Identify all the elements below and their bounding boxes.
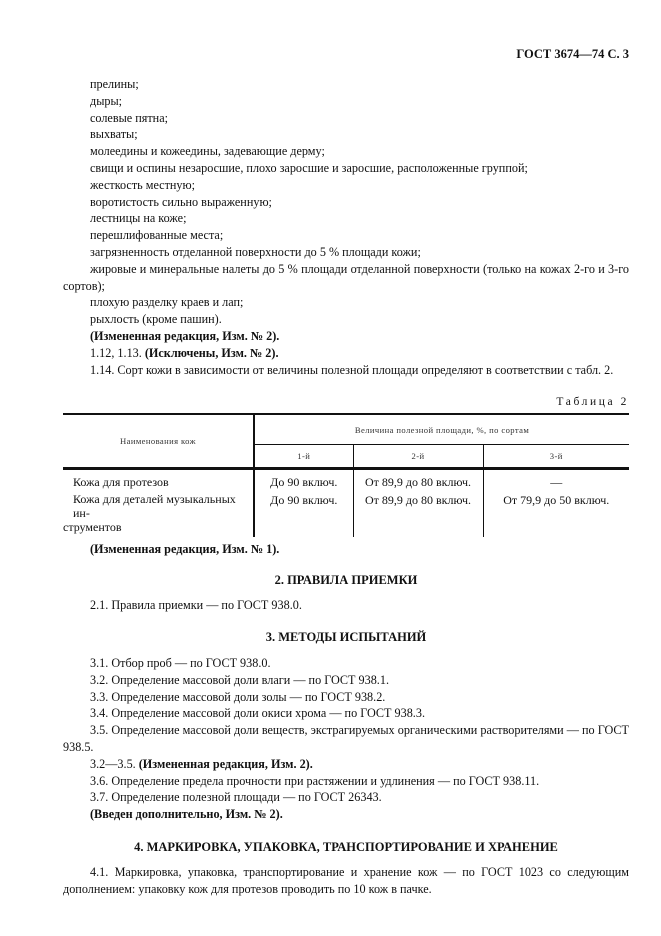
list-item: жировые и минеральные налеты до 5 % площади отделанной поверхности (только на кожах 2-го и 3-го сортов); [63, 261, 629, 293]
defects-list [63, 76, 629, 328]
table-cell: До 90 включ. [254, 490, 353, 537]
clause-3-4: 3.4. Определение массовой доли окиси хрома — по ГОСТ 938.3. [90, 706, 425, 721]
list-item: лестницы на коже; [90, 211, 187, 226]
amendment-3-2 [63, 756, 629, 773]
clause-2-1: 2.1. Правила приемки — по ГОСТ 938.0. [90, 598, 302, 613]
list-item: солевые пятна; [90, 110, 169, 125]
clause-3-6: 3.6. Определение предела прочности при растяжении и удлинения — по ГОСТ 938.11. [90, 773, 540, 788]
table-cell-name [63, 468, 254, 490]
table-cell: От 89,9 до 80 включ. [353, 468, 483, 490]
clause-3-2: 3.2. Определение массовой доли влаги — по ГОСТ 938.1. [90, 672, 389, 687]
section-title-3: 3. МЕТОДЫ ИСПЫТАНИЙ [265, 630, 427, 645]
amendment-note: (Измененная редакция, Изм. № 1). [90, 541, 280, 556]
table-cell: От 79,9 до 50 включ. [503, 492, 610, 507]
table-2 [63, 413, 629, 537]
list-item: перешлифованные места; [90, 228, 224, 243]
row-label-line-1: Кожа для деталей музыкальных ин- [73, 491, 236, 520]
table-row [63, 468, 629, 490]
list-item: плохую разделку краев и лап; [90, 295, 244, 310]
column-header-grade-3: 3-й [483, 444, 629, 468]
list-item: рыхлость (кроме пашин). [90, 312, 222, 327]
row-label: Кожа для протезов [73, 474, 169, 489]
clause-number: 1.12, 1.13. [90, 345, 142, 360]
column-group-header: Величина полезной площади, %, по сортам [254, 414, 629, 444]
table-cell: — [550, 474, 563, 489]
section-title-2: 2. ПРАВИЛА ПРИЕМКИ [274, 572, 418, 587]
clause-4-1: 4.1. Маркировка, упаковка, транспортирование и хранение кож — по ГОСТ 1023 со следующим дополнением: упаковку кож для протезов проводить по 10 кож в пачке. [63, 864, 629, 896]
amendment-note: (Измененная редакция, Изм. 2). [138, 756, 313, 771]
amendment-note: (Исключены, Изм. № 2). [144, 345, 279, 360]
table-cell: До 90 включ. [254, 468, 353, 490]
amendment-note: (Введен дополнительно, Изм. № 2). [90, 807, 283, 822]
list-item: дыры; [90, 93, 123, 108]
clause-3-5: 3.5. Определение массовой доли веществ, экстрагируемых органическими растворителями — по ГОСТ 938.5. [63, 723, 629, 755]
table-caption: Таблица 2 [556, 396, 629, 409]
table-cell-name [63, 490, 254, 537]
column-header-grade-1: 1-й [254, 444, 353, 468]
clause-3-1: 3.1. Отбор проб — по ГОСТ 938.0. [90, 656, 271, 671]
amendment-note: (Измененная редакция, Изм. № 2). [90, 328, 280, 343]
table-row [63, 490, 629, 537]
list-item: выхваты; [90, 127, 138, 142]
list-item: свищи и оспины незаросшие, плохо заросшие и заросшие, расположенные группой; [90, 160, 528, 175]
clause-3-7: 3.7. Определение полезной площади — по ГОСТ 26343. [90, 790, 382, 805]
list-item: молеедины и кожеедины, задевающие дерму; [90, 144, 325, 159]
list-item: загрязненность отделанной поверхности до 5 % площади кожи; [90, 244, 421, 259]
document-body [63, 76, 629, 897]
column-header-name: Наименования кож [63, 414, 254, 468]
list-item: жесткость местную; [90, 177, 196, 192]
clause-3-3: 3.3. Определение массовой доли золы — по ГОСТ 938.2. [90, 689, 386, 704]
list-item: прелины; [90, 77, 139, 91]
page-header: ГОСТ 3674—74 С. 3 [516, 47, 629, 61]
column-header-grade-2: 2-й [353, 444, 483, 468]
section-title-4: 4. МАРКИРОВКА, УПАКОВКА, ТРАНСПОРТИРОВАНИЕ И ХРАНЕНИЕ [134, 840, 558, 854]
table-cell: От 89,9 до 80 включ. [353, 490, 483, 537]
row-label-line-2: струментов [63, 519, 122, 534]
clause-1-14: 1.14. Сорт кожи в зависимости от величины полезной площади определяют в соответствии с табл. 2. [90, 362, 614, 377]
list-item: воротистость сильно выраженную; [90, 194, 272, 209]
clause-1-12 [63, 345, 629, 362]
clause-number: 3.2—3.5. [90, 756, 136, 771]
